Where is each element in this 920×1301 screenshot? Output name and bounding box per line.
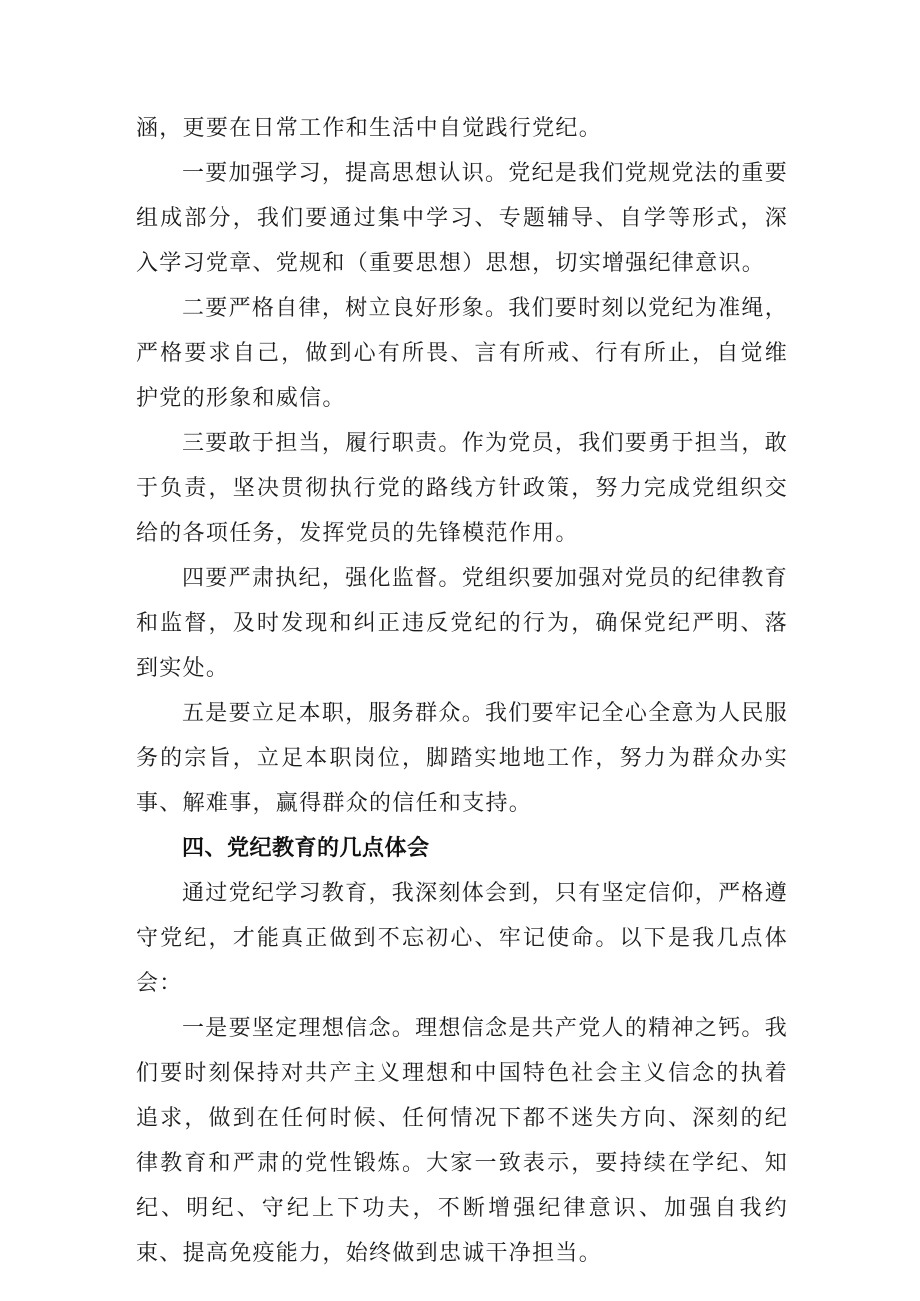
paragraph-point-3: 三要敢于担当，履行职责。作为党员，我们要勇于担当，敢于负责，坚决贯彻执行党的路线方针政策，努力完成党组织交给的各项任务，发挥党员的先锋模范作用。: [136, 431, 788, 546]
paragraph-point-1: 一要加强学习，提高思想认识。党纪是我们党规党法的重要组成部分，我们要通过集中学习、专题辅导、自学等形式，深入学习党章、党规和（重要思想）思想，切实增强纪律意识。: [136, 161, 788, 276]
paragraph-point-4: 四要严肃执纪，强化监督。党组织要加强对党员的纪律教育和监督，及时发现和纠正违反党纪的行为，确保党纪严明、落到实处。: [136, 566, 788, 681]
paragraph-insight-1: 一是要坚定理想信念。理想信念是共产党人的精神之钙。我们要时刻保持对共产主义理想和中国特色社会主义信念的执着追求，做到在任何时候、任何情况下都不迷失方向、深刻的纪律教育和严肃的党性锻炼。大家一致表示，要持续在学纪、知纪、明纪、守纪上下功夫，不断增强纪律意识、加强自我约束、提高免疫能力，始终做到忠诚干净担当。: [136, 1016, 788, 1266]
section-heading: 四、党纪教育的几点体会: [182, 836, 430, 861]
paragraph-continuation: 涵，更要在日常工作和生活中自觉践行党纪。: [136, 116, 603, 141]
paragraph-point-5: 五是要立足本职，服务群众。我们要牢记全心全意为人民服务的宗旨，立足本职岗位，脚踏实地地工作，努力为群众办实事、解难事，赢得群众的信任和支持。: [136, 701, 788, 816]
paragraph-intro: 通过党纪学习教育，我深刻体会到，只有坚定信仰，严格遵守党纪，才能真正做到不忘初心、牢记使命。以下是我几点体会：: [136, 881, 788, 996]
document-body: [136, 106, 788, 1276]
paragraph-point-2: 二要严格自律，树立良好形象。我们要时刻以党纪为准绳，严格要求自己，做到心有所畏、言有所戒、行有所止，自觉维护党的形象和威信。: [136, 296, 788, 411]
